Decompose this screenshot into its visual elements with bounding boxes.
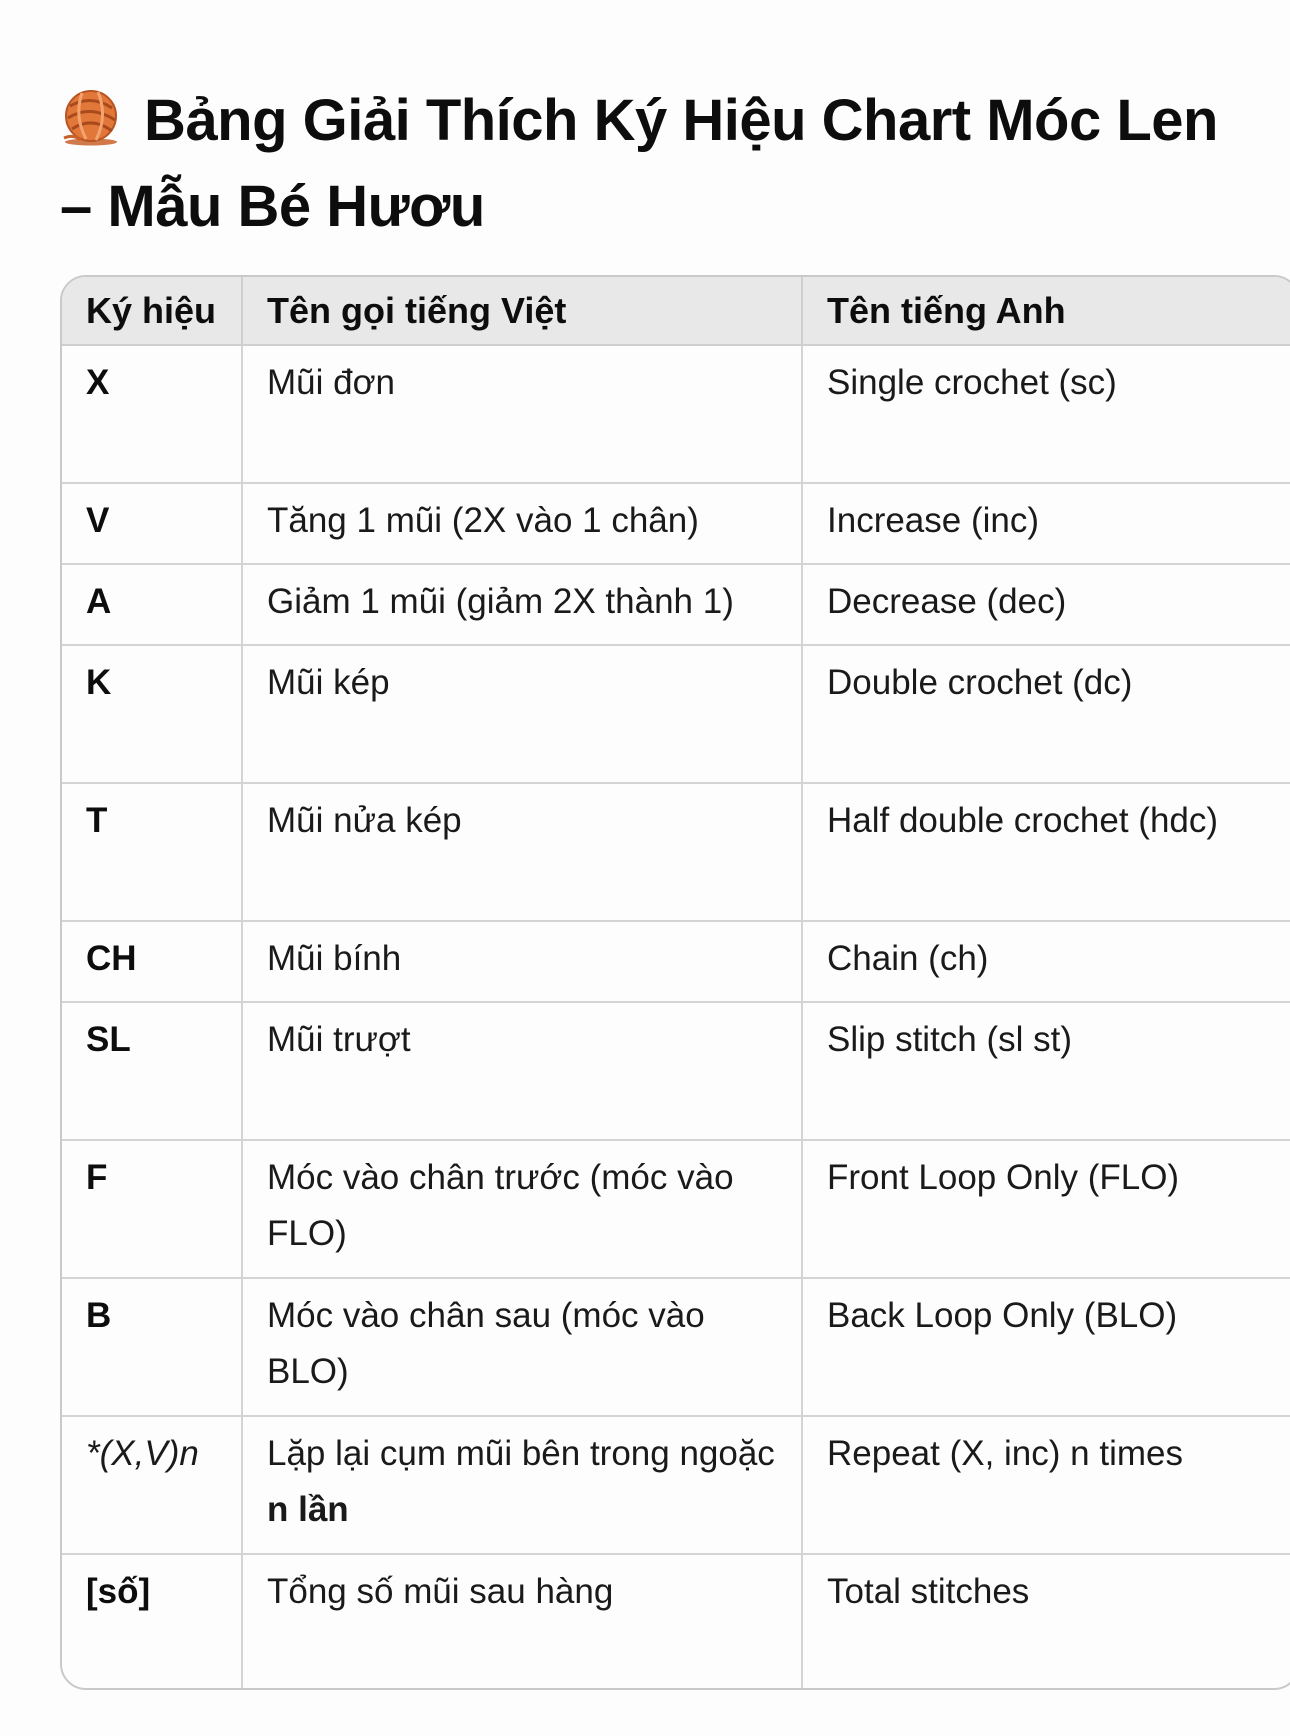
english-name-cell: Decrease (dec) bbox=[802, 564, 1290, 645]
header-english-name: Tên tiếng Anh bbox=[802, 277, 1290, 345]
yarn-ball-icon bbox=[60, 86, 122, 148]
english-name-cell: Double crochet (dc) bbox=[802, 645, 1290, 783]
table-row bbox=[62, 783, 1290, 921]
symbol-cell: K bbox=[62, 645, 242, 783]
english-name-cell: Total stitches bbox=[802, 1554, 1290, 1690]
title-text: Bảng Giải Thích Ký Hiệu Chart Móc Len – Mẫu Bé Hươu bbox=[60, 88, 1218, 239]
vietnamese-name-cell: Mũi nửa kép bbox=[242, 783, 802, 921]
symbol-cell: X bbox=[62, 345, 242, 483]
table-row bbox=[62, 1140, 1290, 1278]
symbol-cell: A bbox=[62, 564, 242, 645]
table-row bbox=[62, 1554, 1290, 1690]
vietnamese-name-cell: Mũi trượt bbox=[242, 1002, 802, 1140]
table-row bbox=[62, 645, 1290, 783]
english-name-cell: Chain (ch) bbox=[802, 921, 1290, 1002]
header-symbol: Ký hiệu bbox=[62, 277, 242, 345]
vietnamese-name-cell: Móc vào chân trước (móc vào FLO) bbox=[242, 1140, 802, 1278]
symbol-prefix: * bbox=[86, 1434, 100, 1473]
vietnamese-name-cell: Giảm 1 mũi (giảm 2X thành 1) bbox=[242, 564, 802, 645]
english-name-cell: Slip stitch (sl st) bbox=[802, 1002, 1290, 1140]
vietnamese-name-cell: Móc vào chân sau (móc vào BLO) bbox=[242, 1278, 802, 1416]
vietnamese-name-cell: Mũi đơn bbox=[242, 345, 802, 483]
symbol-table bbox=[62, 277, 1290, 1690]
vietnamese-name-cell: Mũi bính bbox=[242, 921, 802, 1002]
symbol-cell: F bbox=[62, 1140, 242, 1278]
english-name-cell: Back Loop Only (BLO) bbox=[802, 1278, 1290, 1416]
english-name-cell: Front Loop Only (FLO) bbox=[802, 1140, 1290, 1278]
symbol-cell bbox=[62, 1416, 242, 1554]
table-row bbox=[62, 1416, 1290, 1554]
symbol-cell: B bbox=[62, 1278, 242, 1416]
symbol-cell: V bbox=[62, 483, 242, 564]
vietnamese-name-cell bbox=[242, 1416, 802, 1554]
vietnamese-name-text: Lặp lại cụm mũi bên trong ngoặc bbox=[267, 1434, 775, 1473]
vietnamese-name-cell: Tổng số mũi sau hàng bbox=[242, 1554, 802, 1690]
english-name-cell: Half double crochet (hdc) bbox=[802, 783, 1290, 921]
english-name-cell: Repeat (X, inc) n times bbox=[802, 1416, 1290, 1554]
table-row bbox=[62, 345, 1290, 483]
symbol-table-container bbox=[60, 275, 1290, 1690]
table-row bbox=[62, 564, 1290, 645]
vietnamese-name-emphasis: n lần bbox=[267, 1490, 349, 1529]
table-header-row bbox=[62, 277, 1290, 345]
symbol-cell: SL bbox=[62, 1002, 242, 1140]
english-name-cell: Increase (inc) bbox=[802, 483, 1290, 564]
symbol-cell: [số] bbox=[62, 1554, 242, 1690]
table-row bbox=[62, 921, 1290, 1002]
english-name-cell: Single crochet (sc) bbox=[802, 345, 1290, 483]
table-row bbox=[62, 1002, 1290, 1140]
page-title bbox=[60, 78, 1240, 250]
table-row bbox=[62, 1278, 1290, 1416]
header-vietnamese-name: Tên gọi tiếng Việt bbox=[242, 277, 802, 345]
symbol-cell: CH bbox=[62, 921, 242, 1002]
table-row bbox=[62, 483, 1290, 564]
symbol-cell: T bbox=[62, 783, 242, 921]
vietnamese-name-cell: Tăng 1 mũi (2X vào 1 chân) bbox=[242, 483, 802, 564]
symbol-repeat-group: (X,V)n bbox=[99, 1434, 199, 1473]
vietnamese-name-cell: Mũi kép bbox=[242, 645, 802, 783]
